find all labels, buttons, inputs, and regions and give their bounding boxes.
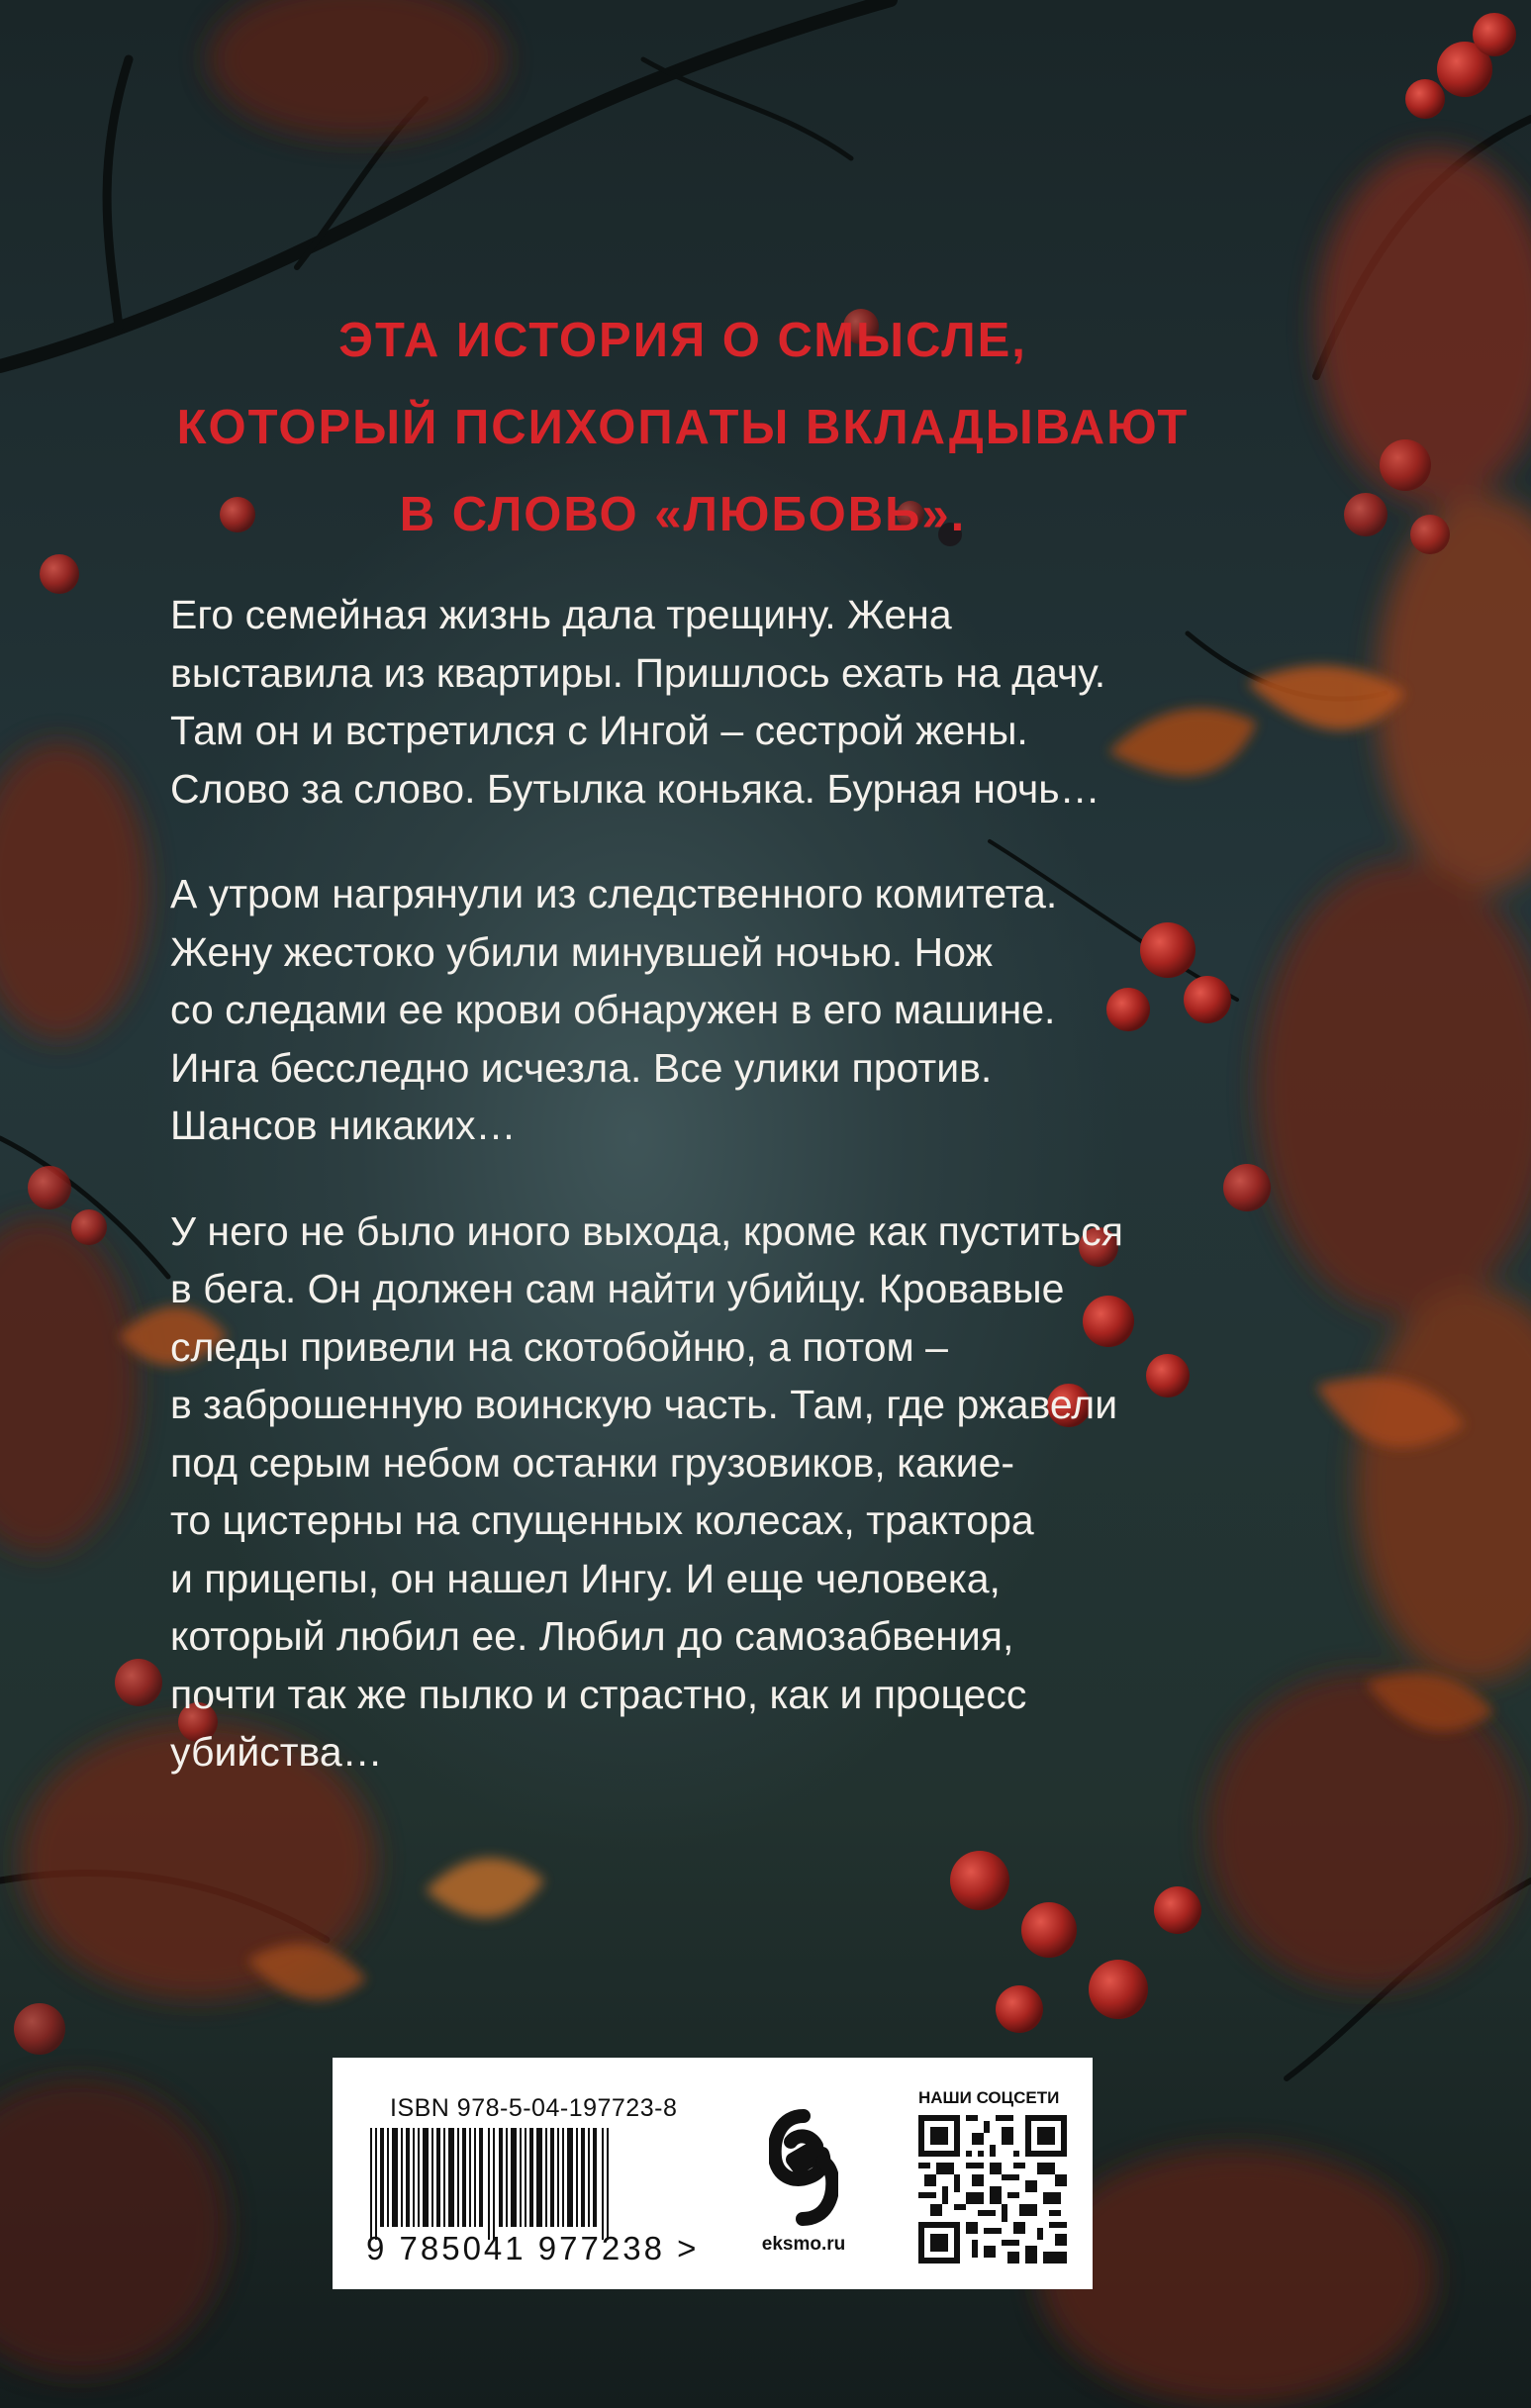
qr-code-icon[interactable] (918, 2115, 1067, 2264)
blurb-line: который любил ее. Любил до самозабвения, (170, 1613, 1014, 1659)
blurb-paragraph-2 (170, 865, 1289, 1155)
eksmo-logo-icon (769, 2108, 838, 2227)
blurb-line: в заброшенную воинскую часть. Там, где ржавели (170, 1382, 1118, 1427)
publisher-site[interactable]: eksmo.ru (761, 2234, 846, 2255)
headline-line-1: ЭТА ИСТОРИЯ О СМЫСЛЕ, (338, 314, 1027, 367)
headline-line-3: В СЛОВО «ЛЮБОВЬ». (399, 488, 967, 541)
blurb-line: под серым небом останки грузовиков, какие- (170, 1439, 1015, 1486)
blurb-line: почти так же пылко и страстно, как и процесс (170, 1671, 1027, 1717)
isbn-label: ISBN 978-5-04-197723-8 (390, 2094, 678, 2122)
blurb-line: Там он и встретился с Ингой – сестрой жены. (170, 708, 1028, 753)
blurb-line: в бега. Он должен сам найти убийцу. Кровавые (170, 1266, 1065, 1311)
barcode-icon (370, 2128, 614, 2240)
blurb-line: выставила из квартиры. Пришлось ехать на дачу. (170, 649, 1106, 696)
headline-line-2: КОТОРЫЙ ПСИХОПАТЫ ВКЛАДЫВАЮТ (176, 401, 1190, 454)
blurb-line: убийства… (170, 1729, 383, 1775)
blurb-line: Шансов никаких… (170, 1103, 517, 1148)
blurb-text (170, 586, 1289, 1829)
blurb-line: и прицепы, он нашел Ингу. И еще человека, (170, 1555, 1001, 1601)
blurb-line: Его семейная жизнь дала трещину. Жена (170, 592, 952, 637)
blurb-line: Слово за слово. Бутылка коньяка. Бурная ночь… (170, 765, 1100, 812)
blurb-line: А утром нагрянули из следственного комитета. (170, 871, 1058, 916)
blurb-paragraph-3 (170, 1203, 1289, 1782)
headline (89, 297, 1277, 558)
blurb-line: Инга бесследно исчезла. Все улики против. (170, 1044, 993, 1091)
blurb-line: Жену жестоко убили минувшей ночью. Нож (170, 928, 993, 975)
blurb-line: то цистерны на спущенных колесах, трактора (170, 1497, 1034, 1543)
blurb-line: со следами ее крови обнаружен в его машине. (170, 987, 1056, 1032)
blurb-line: следы привели на скотобойню, а потом – (170, 1323, 948, 1370)
barcode-digits: 9 785041 977238 > (366, 2230, 700, 2266)
blurb-paragraph-1 (170, 586, 1289, 818)
social-label: НАШИ СОЦСЕТИ (918, 2088, 1060, 2107)
isbn-info-box (333, 2058, 1093, 2289)
blurb-line: У него не было иного выхода, кроме как пуститься (170, 1207, 1123, 1254)
